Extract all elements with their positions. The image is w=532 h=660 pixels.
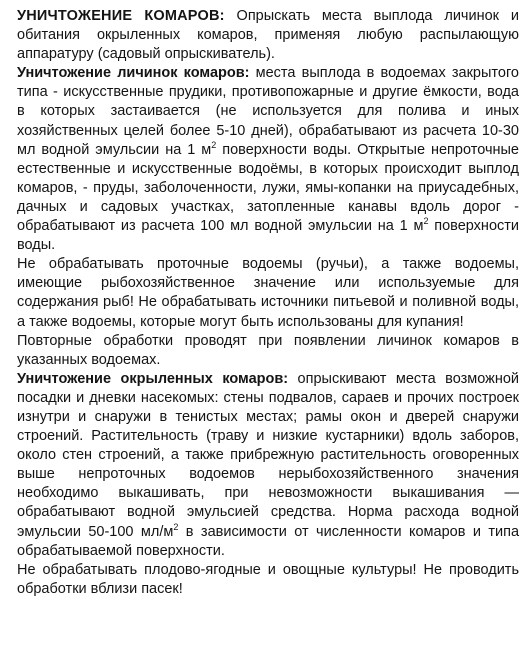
larvae-text-2: поверхности воды. Открытые непроточные естественные и искусственные водоёмы, в которых происходит выплод комаров, - пруды, заболоченности, лужи, ямы-копанки на приусадебных, дачных и садовых участках, затопленные канавы вдоль дорог - обрабатывают из расчета 100 мл водной эмульсии на 1 м [17,141,519,235]
adults-text-2: в зависимости от численности комаров и типа обрабатываемой поверхности. [17,523,520,559]
paragraph-warning-water: Не обрабатывать проточные водоемы (ручьи), а также водоемы, имеющие рыбохозяйственное значение или используемые для содержания рыб! Не обрабатывать источники питьевой и поливной воды, а также водоемы, которые могут быть использованы для купания! [17,256,519,330]
paragraph-adults [17,370,519,561]
paragraph-repeat-treatment: Повторные обработки проводят при появлении личинок комаров в указанных водоемах. [17,332,519,368]
heading-larvae: Уничтожение личинок комаров: [17,65,250,82]
superscript-squared: 2 [423,216,429,227]
paragraph-general [17,7,519,64]
superscript-squared: 2 [211,139,217,150]
paragraph-warning-crops: Не обрабатывать плодово-ягодные и овощные культуры! Не проводить обработки вблизи пасек! [17,561,519,597]
superscript-squared: 2 [173,521,179,532]
general-text: Опрыскать места выплода личинок и обитания окрыленных комаров, применяя любую распылающую аппаратуру (садовый опрыскиватель). [17,8,519,63]
larvae-text-1: места выплода в водоемах закрытого типа - искусственные прудики, противопожарные и другие ёмкости, вода в которых застаивается (не используется для полива и иных хозяйственных целей более 5-10 дней), обрабатывают из расчета 10-30 мл водной эмульсии на 1 м [17,65,519,158]
paragraph-larvae [17,64,519,255]
heading-mosquito-control: УНИЧТОЖЕНИЕ КОМАРОВ: [17,8,225,24]
larvae-text-3: поверхности воды. [17,218,519,254]
heading-adult-mosquitoes: Уничтожение окрыленных комаров: [17,370,289,387]
adults-text-1: опрыскивают места возможной посадки и дневки насекомых: стены подвалов, сараев и прочих построек изнутри и снаружи в тенистых местах; рамы окон и дверей снаружи строений. Растительность (траву и низкие кустарники) вдоль заборов, около стен строений, а также прибрежную растительность оговоренных выше непроточных водоемов нерыбохозяйственного значения необходимо выкашивать, при невозможности выкашивания — обрабатывают водной эмульсией средства. Норма расхода водной эмульсии 50-100 мл/м [17,370,519,540]
